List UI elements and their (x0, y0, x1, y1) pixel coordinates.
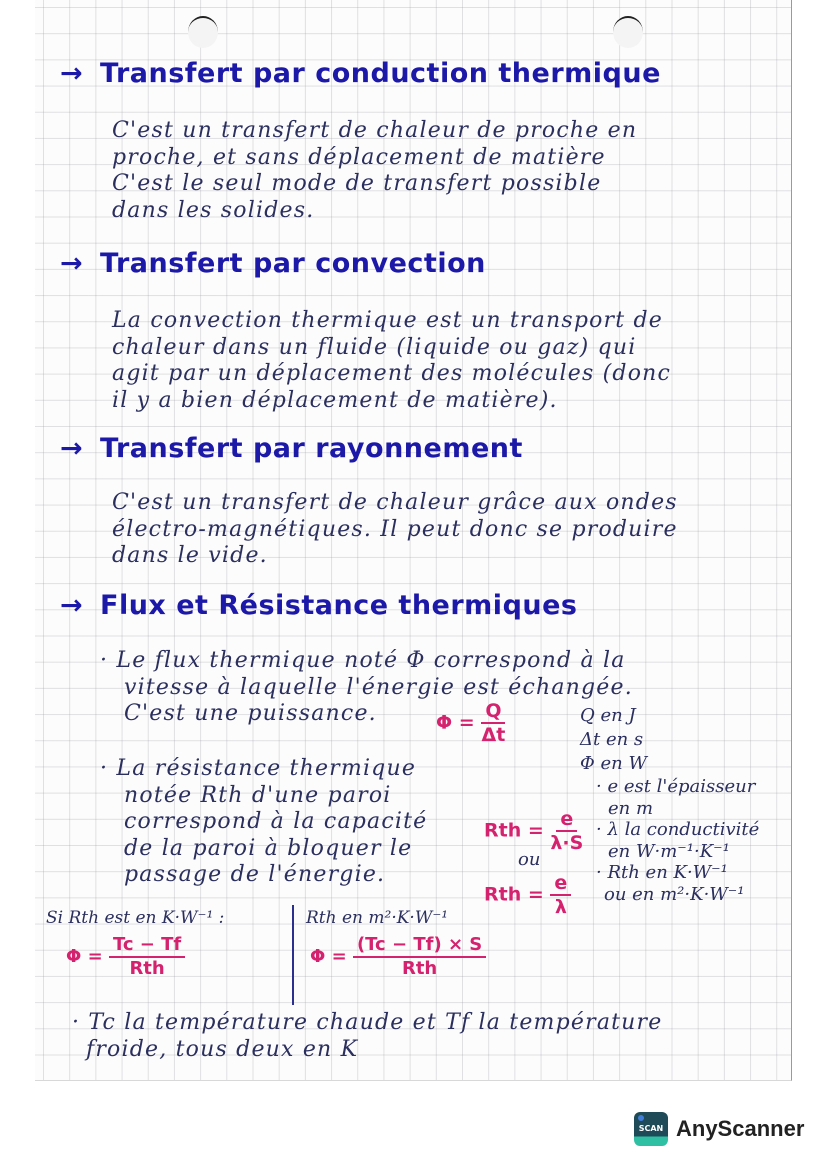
section-heading-conduction: → Transfert par conduction thermique (60, 58, 661, 89)
section-heading-flux-resistance: → Flux et Résistance thermiques (60, 590, 578, 621)
section-heading-convection: → Transfert par convection (60, 248, 486, 279)
temperatures-note: · Tc la température chaude et Tf la température froide, tous deux en K (72, 1010, 663, 1062)
flux-units: Q en J Δt en s Φ en W (580, 705, 647, 774)
binder-hole-right (613, 16, 643, 48)
or-label: ou (518, 849, 541, 870)
arrow-bullet-icon: → (60, 590, 84, 621)
resistance-formula-surface: Rth = $\frac{e}{\lambda\cdot S}$ (484, 808, 584, 854)
section-heading-rayonnement: → Transfert par rayonnement (60, 433, 523, 464)
arrow-bullet-icon: → (60, 433, 84, 464)
cases-divider (292, 905, 294, 1005)
scanner-app-icon: SCAN (634, 1112, 668, 1146)
flux-formula: Φ = $\frac{Q}{\Delta t}$ (436, 700, 506, 746)
arrow-bullet-icon: → (60, 58, 84, 89)
flux-definition: · Le flux thermique noté Φ correspond à la vitesse à laquelle l'énergie est échangée. C'est une puissance. (100, 648, 633, 726)
resistance-definition: · La résistance thermique notée Rth d'une paroi correspond à la capacité de la paroi à bloquer le passage de l'énergie. (100, 756, 428, 887)
case-right-label: Rth en m²·K·W⁻¹ (306, 908, 449, 928)
case-left-formula: Φ = $\frac{Tc - Tf}{\text{Rth}}$ (66, 934, 185, 980)
case-left-label: Si Rth est en K·W⁻¹ : (46, 908, 225, 928)
brand-name: AnyScanner (676, 1116, 805, 1141)
case-right-formula: Φ = $\frac{(Tc - Tf) \times S}{\text{Rth}}$ (310, 934, 486, 980)
resistance-notes: · e est l'épaisseur en m · λ la conductivité en W·m⁻¹·K⁻¹ · Rth en K·W⁻¹ ou en m²·K·W⁻¹ (596, 776, 760, 905)
paragraph-rayonnement: C'est un transfert de chaleur grâce aux ondes électro-magnétiques. Il peut donc se produire dans le vide. (112, 490, 678, 568)
paragraph-conduction: C'est un transfert de chaleur de proche en proche, et sans déplacement de matière C'est le seul mode de transfert possible dans les solides. (112, 118, 638, 223)
paragraph-convection: La convection thermique est un transport de chaleur dans un fluide (liquide ou gaz) qui agit par un déplacement des molécules (donc il y a bien déplacement de matière). (112, 308, 672, 413)
arrow-bullet-icon: → (60, 248, 84, 279)
anyscanner-watermark (634, 1112, 804, 1146)
resistance-formula-unit: Rth = $\frac{e}{\lambda}$ (484, 872, 571, 918)
binder-hole-left (188, 16, 218, 48)
